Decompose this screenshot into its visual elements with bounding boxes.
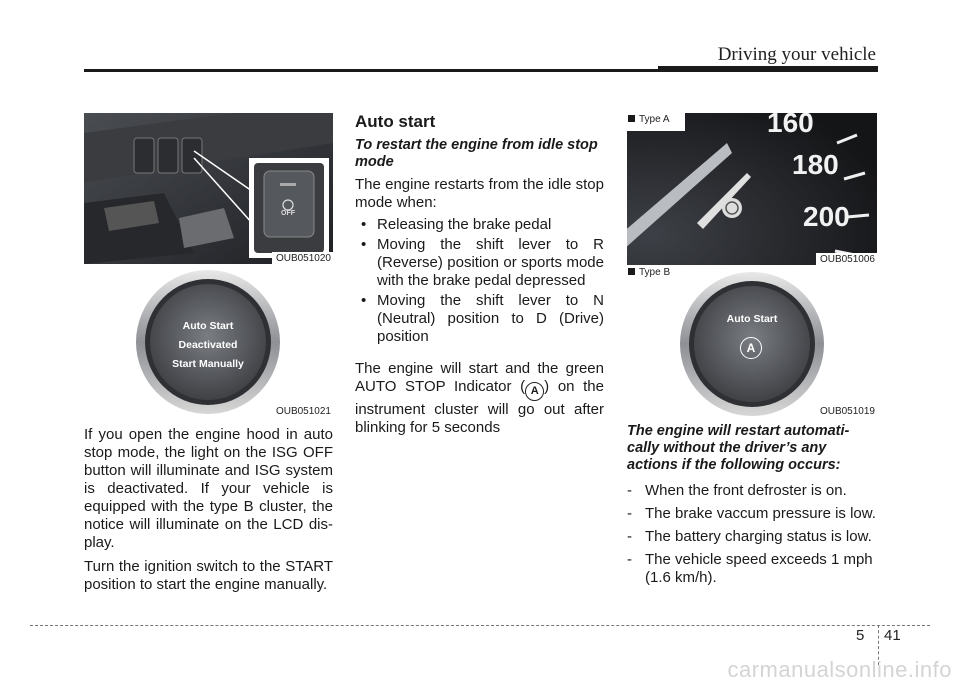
list-item: • Moving the shift lever to N (Neutral) position to D (Drive) position [355,292,604,346]
list-item: - When the front defroster is on. [627,482,878,500]
type-a-text: Type A [639,114,670,125]
auto-stop-indicator-icon: A [525,382,544,401]
right-column-text [627,423,878,592]
lcd-line-deactivated: Deactivated [178,339,238,351]
list-item: • Moving the shift lever to R (Reverse) position or sports mode with the brake pedal depressed [355,236,604,290]
figure-code: OUB051006 [816,253,877,265]
speed-label-180: 180 [792,149,839,180]
manual-start-paragraph: Turn the ignition switch to the START position to start the engine manually. [84,558,333,593]
list-item: • Releasing the brake pedal [355,216,604,234]
lcd-notice-text [148,317,268,374]
speed-label-160: 160 [767,113,814,138]
auto-restart-subheading: The engine will restart automati-cally without the driver’s any actions if the following occurs: [627,423,850,473]
speedometer-illustration [627,113,877,265]
middle-column [355,113,604,437]
figure-speedometer [627,113,877,265]
auto-restart-conditions [627,482,878,587]
lcd-line-start-manually: Start Manually [172,358,244,370]
auto-start-a-icon: A [740,337,762,359]
indicator-text-after: ) on the instrument cluster will go out after blinking for 5 seconds [355,378,604,436]
indicator-paragraph [355,360,604,437]
list-item: - The vehicle speed exceeds 1 mph (1.6 km/h). [627,551,878,587]
list-item: - The brake vaccum pressure is low. [627,505,878,523]
page-number: 41 [884,627,901,644]
lcd-line-auto-start: Auto Start [182,320,234,332]
hood-open-paragraph: If you open the engine hood in auto stop mode, the light on the ISG OFF button will illuminate and ISG system is deactivated. If your vehicle is equipped with the type B cluster, the notice will illuminate on the LCD dis-play. [84,426,333,551]
figure-lcd-notice [84,266,333,417]
left-column-text [84,426,333,594]
figure-code: OUB051020 [272,252,333,264]
dashboard-illustration [84,113,333,264]
header-rule-accent [658,66,878,72]
speed-label-200: 200 [803,201,850,232]
lcd-auto-start-text: Auto Start [726,313,778,325]
isg-off-label: OFF [281,210,295,217]
auto-start-heading: Auto start [355,112,436,131]
restart-subheading: To restart the engine from idle stop mode [355,137,598,170]
figure-auto-start-lcd [627,266,877,417]
figure-code: OUB051021 [272,405,333,417]
type-b-text: Type B [639,267,671,278]
restart-intro: The engine restarts from the idle stop mode when: [355,176,604,211]
list-item: - The battery charging status is low. [627,528,878,546]
watermark: carmanualsonline.info [727,657,952,682]
type-a-label-overlay [628,114,670,125]
figure-isg-off-button [84,113,333,264]
indicator-text-before: The engine will start and the green AUTO STOP Indicator ( [355,360,604,395]
square-bullet-icon [628,115,635,122]
section-title: Driving your vehicle [717,44,876,65]
chapter-number: 5 [856,627,865,644]
restart-conditions-list [355,216,604,346]
figure-code: OUB051019 [816,405,877,417]
footer-rule [30,625,930,626]
